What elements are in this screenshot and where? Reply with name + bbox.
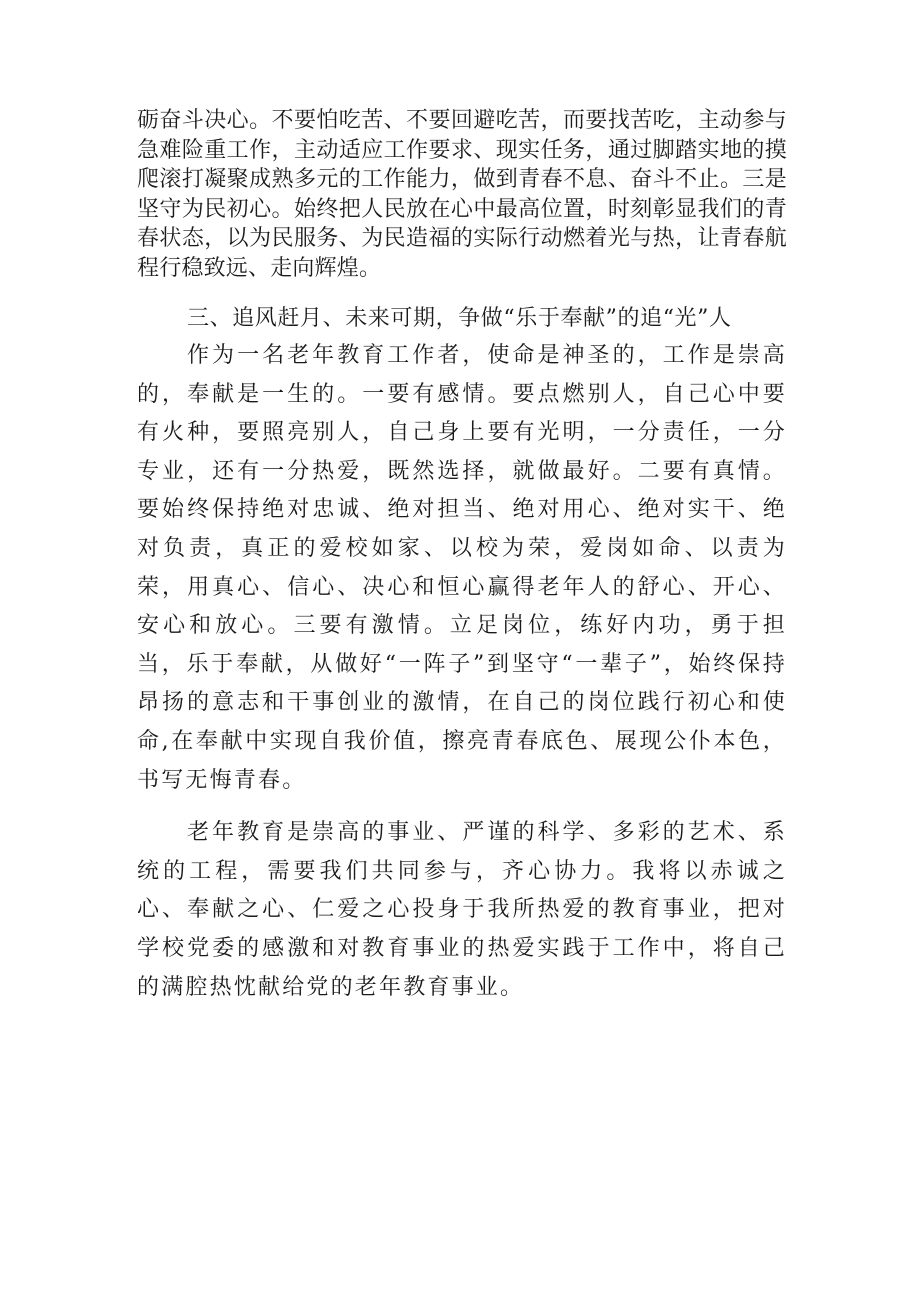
section-heading-three: 三、追风赶月、未来可期，争做“乐于奉献”的追“光”人 bbox=[187, 306, 732, 331]
paragraph-dedication: 作为一名老年教育工作者，使命是神圣的，工作是崇高的，奉献是一生的。一要有感情。要点燃别人，自己心中要有火种，要照亮别人，自己身上要有光明，一分责任，一分专业，还有一分热爱，既然选择，就做最好。二要有真情。要始终保持绝对忠诚、绝对担当、绝对用心、绝对实干、绝对负责，真正的爱校如家、以校为荣，爱岗如命、以责为荣，用真心、信心、决心和恒心赢得老年人的舒心、开心、安心和放心。三要有激情。立足岗位，练好内功，勇于担当，乐于奉献，从做好“一阵子”到坚守“一辈子”，始终保持昂扬的意志和干事创业的激情，在自己的岗位践行初心和使命,在奉献中实现自我价值，擦亮青春底色、展现公仆本色，书写无悔青春。 bbox=[137, 343, 787, 793]
paragraph-closing: 老年教育是崇高的事业、严谨的科学、多彩的艺术、系统的工程，需要我们共同参与，齐心协力。我将以赤诚之心、奉献之心、仁爱之心投身于我所热爱的教育事业，把对学校党委的感激和对教育事业的热爱实践于工作中，将自己的满腔热忱献给党的老年教育事业。 bbox=[137, 820, 787, 1000]
paragraph-continuation: 砺奋斗决心。不要怕吃苦、不要回避吃苦，而要找苦吃，主动参与急难险重工作，主动适应工作要求、现实任务，通过脚踏实地的摸爬滚打凝聚成熟多元的工作能力，做到青春不息、奋斗不止。三是坚守为民初心。始终把人民放在心中最高位置，时刻彰显我们的青春状态，以为民服务、为民造福的实际行动燃着光与热，让青春航程行稳致远、走向辉煌。 bbox=[137, 108, 787, 281]
document-body bbox=[137, 106, 787, 1007]
